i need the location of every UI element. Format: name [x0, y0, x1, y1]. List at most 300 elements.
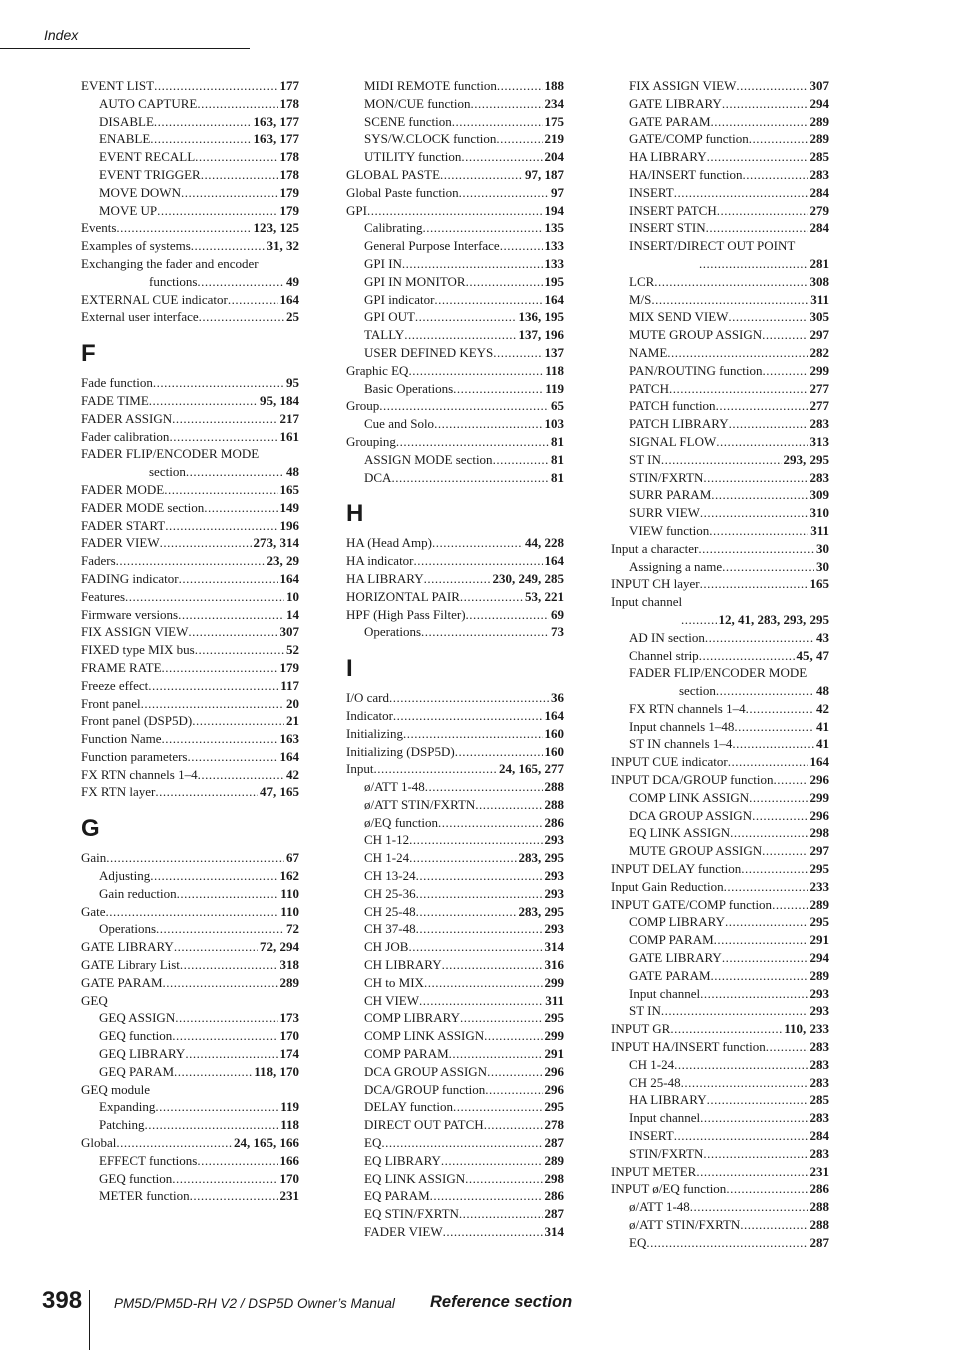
page-refs: 48	[286, 464, 299, 480]
page-refs: 278	[544, 1117, 564, 1133]
index-entry	[346, 237, 564, 255]
index-term: FADER MODE	[81, 481, 165, 497]
leader-dots	[198, 766, 284, 784]
index-entry	[346, 1045, 564, 1063]
index-term: MOVE UP	[99, 202, 158, 218]
index-entry	[81, 1098, 299, 1116]
index-entry	[611, 860, 829, 878]
index-term: Function parameters	[81, 748, 188, 764]
leader-dots	[774, 771, 808, 789]
index-term: CH 13-24	[364, 868, 416, 884]
leader-dots	[197, 1152, 277, 1170]
index-term: Firmware versions	[81, 606, 179, 622]
leader-dots	[414, 552, 543, 570]
page-refs: 164	[279, 291, 299, 307]
index-entry	[346, 344, 564, 362]
page-refs: 285	[809, 1092, 829, 1108]
leader-dots	[174, 1063, 252, 1081]
index-entry	[81, 184, 299, 202]
index-term: Initializing (DSP5D)	[346, 743, 455, 759]
leader-dots	[402, 255, 543, 273]
page-refs: 314	[544, 939, 564, 955]
index-term: GPI IN	[364, 255, 402, 271]
leader-dots	[661, 451, 782, 469]
index-entry	[346, 397, 564, 415]
leader-dots	[740, 1216, 807, 1234]
page-refs: 160	[544, 743, 564, 759]
page-refs: 49	[286, 273, 299, 289]
index-term: INPUT GATE/COMP function	[611, 896, 773, 912]
index-entry	[81, 920, 299, 938]
index-term: EQ	[364, 1135, 382, 1151]
leader-dots	[154, 77, 277, 95]
section-title: Reference section	[430, 1293, 573, 1311]
page-refs: 310	[809, 505, 829, 521]
leader-dots	[169, 428, 277, 446]
page-refs: 296	[544, 1063, 564, 1079]
index-term: GATE LIBRARY	[81, 939, 174, 955]
index-entry	[346, 956, 564, 974]
page-refs: 288	[544, 796, 564, 812]
index-term: Patching	[99, 1117, 145, 1133]
leader-dots	[172, 1027, 277, 1045]
index-entry	[346, 113, 564, 131]
index-term: GPI IN MONITOR	[364, 273, 466, 289]
page-refs: 314	[544, 1224, 564, 1240]
index-entry	[346, 885, 564, 903]
index-entry	[611, 1234, 829, 1252]
leader-dots	[674, 1056, 807, 1074]
page-refs: 48	[816, 683, 829, 699]
page-refs: 110	[280, 885, 299, 901]
page-refs: 160	[544, 725, 564, 741]
index-entry	[611, 1002, 829, 1020]
index-term: EQ LINK ASSIGN	[364, 1170, 466, 1186]
page-refs: 230, 249, 285	[492, 570, 564, 586]
index-entry	[346, 362, 564, 380]
leader-dots	[391, 469, 549, 487]
leader-dots	[661, 1002, 808, 1020]
index-term: PATCH	[629, 380, 669, 396]
index-entry-continuation	[81, 463, 299, 481]
page-refs: 73	[551, 624, 564, 640]
page-refs: 293	[544, 921, 564, 937]
index-term: Assigning a name	[629, 558, 723, 574]
page-refs: 294	[809, 950, 829, 966]
index-entry	[81, 766, 299, 784]
index-term: FADE TIME	[81, 392, 149, 408]
leader-dots	[195, 641, 284, 659]
index-term: Events	[81, 220, 117, 236]
index-entry	[346, 184, 564, 202]
page-refs: 44, 228	[525, 535, 564, 551]
leader-dots	[485, 1081, 542, 1099]
index-term: Graphic EQ	[346, 362, 409, 378]
index-entry	[346, 255, 564, 273]
leader-dots	[762, 842, 807, 860]
leader-dots	[379, 397, 549, 415]
leader-dots	[696, 1163, 807, 1181]
page-refs: 299	[809, 362, 829, 378]
leader-dots	[703, 469, 807, 487]
leader-dots	[155, 1098, 278, 1116]
index-term: CH 25-36	[364, 885, 416, 901]
leader-dots	[651, 291, 808, 309]
index-term: DCA GROUP ASSIGN	[629, 807, 753, 823]
leader-dots	[145, 1116, 279, 1134]
leader-dots	[716, 682, 814, 700]
index-entry	[81, 1027, 299, 1045]
leader-dots	[165, 517, 277, 535]
leader-dots	[722, 558, 814, 576]
leader-dots	[197, 95, 277, 113]
page-refs: 24, 165, 166	[234, 1135, 299, 1151]
index-entry	[346, 814, 564, 832]
index-entry	[611, 433, 829, 451]
leader-dots	[403, 725, 542, 743]
leader-dots	[711, 486, 807, 504]
leader-dots	[440, 166, 523, 184]
index-entry	[81, 606, 299, 624]
index-term: External user interface	[81, 309, 199, 325]
leader-dots	[421, 623, 549, 641]
index-term: DCA	[364, 469, 392, 485]
index-entry	[611, 202, 829, 220]
page-refs: 43	[816, 629, 829, 645]
index-term: FIX ASSIGN VIEW	[81, 624, 189, 640]
index-column-3	[611, 77, 829, 1252]
index-term: FADING indicator	[81, 570, 179, 586]
leader-dots	[461, 148, 542, 166]
index-term: Faders	[81, 553, 116, 569]
leader-dots	[466, 273, 543, 291]
index-term: EQ	[629, 1234, 647, 1250]
leader-dots	[722, 949, 808, 967]
index-entry	[81, 113, 299, 131]
index-entry	[346, 130, 564, 148]
index-entry	[81, 885, 299, 903]
page-refs: 119	[280, 1099, 299, 1115]
index-term: INPUT METER	[611, 1163, 697, 1179]
leader-dots	[700, 1109, 807, 1127]
page-refs: 110, 233	[784, 1021, 829, 1037]
page-refs: 188	[544, 78, 564, 93]
leader-dots	[163, 974, 278, 992]
index-term: GEQ LIBRARY	[99, 1046, 186, 1062]
index-entry	[611, 344, 829, 362]
leader-dots	[367, 202, 543, 220]
index-term: Input channel	[629, 985, 701, 1001]
page-refs: 277	[809, 398, 829, 414]
index-term: CH 37-48	[364, 921, 416, 937]
index-entry	[81, 166, 299, 184]
index-entry	[81, 712, 299, 730]
index-term: NAME	[629, 344, 668, 360]
page-refs: 47, 165	[260, 784, 299, 800]
page-refs: 170	[279, 1028, 299, 1044]
leader-dots	[409, 849, 516, 867]
index-entry	[611, 148, 829, 166]
index-letter-heading: H	[346, 500, 364, 528]
leader-dots	[460, 588, 523, 606]
index-entry	[611, 540, 829, 558]
index-entry	[611, 1038, 829, 1056]
leader-dots	[700, 985, 807, 1003]
index-term: INSERT/DIRECT OUT POINT	[629, 238, 796, 254]
leader-dots	[681, 1074, 808, 1092]
index-term: SURR VIEW	[629, 505, 700, 521]
page-refs: 10	[286, 588, 299, 604]
index-term: CH VIEW	[364, 992, 420, 1008]
index-entry	[81, 202, 299, 220]
index-term: PAN/ROUTING function	[629, 362, 763, 378]
index-term: Cue and Solo	[364, 416, 435, 432]
leader-dots	[646, 1234, 807, 1252]
index-entry	[81, 938, 299, 956]
leader-dots	[716, 433, 807, 451]
page-refs: 295	[809, 914, 829, 930]
index-column-1	[81, 77, 299, 1205]
index-term: EQ STIN/FXRTN	[364, 1206, 459, 1222]
leader-dots	[749, 130, 808, 148]
index-entry	[346, 1187, 564, 1205]
page-refs: 283	[809, 416, 829, 432]
index-entry	[81, 428, 299, 446]
index-entry	[81, 517, 299, 535]
index-entry	[611, 273, 829, 291]
page-refs: 283, 295	[518, 903, 564, 919]
leader-dots	[162, 730, 278, 748]
index-term: CH to MIX	[364, 974, 424, 990]
page-refs: 164	[544, 553, 564, 569]
index-entry	[81, 1045, 299, 1063]
index-entry	[346, 707, 564, 725]
leader-dots	[762, 326, 807, 344]
leader-dots	[475, 796, 542, 814]
index-entry	[611, 789, 829, 807]
page-refs: 166	[279, 1152, 299, 1168]
index-term: ø/ATT STIN/FXRTN	[629, 1217, 741, 1232]
page-refs: 179	[279, 184, 299, 200]
index-term: SIGNAL FLOW	[629, 433, 717, 449]
page-refs: 179	[279, 202, 299, 218]
index-entry	[81, 956, 299, 974]
index-term: DCA GROUP ASSIGN	[364, 1063, 488, 1079]
page-refs: 103	[544, 416, 564, 432]
leader-dots	[393, 707, 543, 725]
page-refs: 135	[544, 220, 564, 236]
index-term: INSERT STIN	[629, 220, 706, 236]
index-term: COMP LINK ASSIGN	[629, 789, 750, 805]
index-term: GATE PARAM	[629, 113, 711, 129]
index-entry	[81, 570, 299, 588]
index-term: MIX SEND VIEW	[629, 309, 729, 325]
index-term: GATE PARAM	[629, 967, 711, 983]
index-term: Group	[346, 398, 380, 414]
index-entry	[81, 1009, 299, 1027]
page-refs: 164	[279, 748, 299, 764]
index-term: FX RTN channels 1–4	[629, 700, 746, 716]
index-entry	[81, 588, 299, 606]
index-term: HORIZONTAL PAIR	[346, 588, 460, 604]
index-entry	[611, 1020, 829, 1038]
leader-dots	[116, 219, 251, 237]
leader-dots	[186, 463, 284, 481]
index-term: CH LIBRARY	[364, 957, 442, 973]
leader-dots	[705, 629, 814, 647]
index-entry	[81, 1063, 299, 1081]
page-refs: 299	[809, 789, 829, 805]
page-refs: 291	[544, 1046, 564, 1062]
page-refs: 277	[809, 380, 829, 396]
page-refs: 41	[816, 718, 829, 734]
leader-dots	[155, 783, 258, 801]
index-term: Initializing	[346, 725, 404, 741]
index-entry	[81, 255, 299, 273]
index-term: FRAME RATE	[81, 659, 162, 675]
leader-dots	[424, 570, 491, 588]
index-entry	[346, 380, 564, 398]
leader-dots	[484, 1116, 543, 1134]
index-term: HA LIBRARY	[629, 1092, 707, 1108]
page-refs: 119	[545, 380, 564, 396]
leader-dots	[466, 606, 549, 624]
leader-dots	[736, 77, 807, 95]
index-entry	[611, 753, 829, 771]
page-refs: 163, 177	[253, 113, 299, 129]
index-term: METER function	[99, 1188, 190, 1204]
index-entry	[346, 974, 564, 992]
index-term: Global	[81, 1135, 117, 1151]
page-refs: 307	[279, 624, 299, 640]
index-entry	[81, 308, 299, 326]
index-term: COMP PARAM	[364, 1046, 449, 1062]
index-entry	[611, 735, 829, 753]
index-entry	[346, 552, 564, 570]
index-term: Channel strip	[629, 647, 699, 663]
index-entry	[346, 433, 564, 451]
index-entry	[611, 184, 829, 202]
page-refs: 52	[286, 642, 299, 658]
leader-dots	[141, 695, 284, 713]
index-term: COMP LIBRARY	[364, 1010, 460, 1026]
page-refs: 164	[544, 291, 564, 307]
leader-dots	[148, 677, 278, 695]
leader-dots	[116, 552, 265, 570]
page-refs: 293	[544, 885, 564, 901]
index-entry	[346, 534, 564, 552]
page-refs: 118	[280, 1117, 299, 1133]
page-refs: 293, 295	[783, 451, 829, 467]
index-entry	[611, 718, 829, 736]
leader-dots	[434, 291, 542, 309]
index-entry	[346, 920, 564, 938]
index-term: INPUT DELAY function	[611, 861, 742, 877]
page-refs: 282	[809, 344, 829, 360]
index-entry	[346, 1223, 564, 1241]
leader-dots	[728, 753, 808, 771]
index-term: ø/ATT 1-48	[364, 779, 425, 795]
index-term: MUTE GROUP ASSIGN	[629, 843, 763, 859]
page-refs: 118, 170	[254, 1063, 299, 1079]
index-term: Input channels 1–48	[629, 718, 735, 734]
index-entry	[346, 903, 564, 921]
leader-dots	[434, 415, 542, 433]
page-refs: 289	[279, 974, 299, 990]
index-entry	[611, 1216, 829, 1234]
leader-dots	[178, 606, 284, 624]
index-term: ST IN	[629, 1003, 661, 1019]
footer-rule	[89, 1290, 90, 1350]
index-term: INSERT PATCH	[629, 202, 717, 218]
leader-dots	[716, 397, 808, 415]
index-entry	[611, 362, 829, 380]
leader-dots	[752, 807, 807, 825]
index-entry	[81, 783, 299, 801]
index-term: GLOBAL PASTE	[346, 166, 441, 182]
leader-dots	[188, 623, 277, 641]
index-letter-heading: F	[81, 340, 96, 368]
leader-dots	[772, 896, 807, 914]
page-refs: 65	[551, 398, 564, 414]
page-refs: 161	[279, 428, 299, 444]
leader-dots	[453, 1098, 543, 1116]
page-refs: 288	[544, 779, 564, 795]
page-refs: 133	[544, 238, 564, 254]
index-term: Operations	[99, 921, 157, 937]
leader-dots	[423, 219, 543, 237]
leader-dots	[746, 700, 814, 718]
index-entry	[346, 831, 564, 849]
index-entry	[611, 931, 829, 949]
leader-dots	[181, 184, 278, 202]
index-entry	[346, 778, 564, 796]
index-term: SYS/W.CLOCK function	[364, 131, 497, 147]
page-refs: 296	[809, 807, 829, 823]
index-entry	[81, 1187, 299, 1205]
index-term: GEQ function	[99, 1028, 173, 1044]
index-entry-continuation	[611, 611, 829, 629]
index-entry	[81, 410, 299, 428]
index-term: STIN/FXRTN	[629, 1145, 704, 1161]
page-refs: 233	[809, 878, 829, 894]
index-entry	[611, 824, 829, 842]
index-term: Freeze effect	[81, 677, 149, 693]
leader-dots	[389, 689, 549, 707]
index-entry	[81, 748, 299, 766]
index-entry	[346, 1063, 564, 1081]
index-entry	[346, 1081, 564, 1099]
page-refs: 163, 177	[253, 131, 299, 147]
leader-dots	[149, 392, 258, 410]
page-refs: 118	[545, 362, 564, 378]
leader-dots	[732, 735, 814, 753]
leader-dots	[157, 202, 277, 220]
index-entry	[346, 273, 564, 291]
leader-dots	[430, 1187, 543, 1205]
index-term: FX RTN channels 1–4	[81, 766, 198, 782]
index-entry	[611, 896, 829, 914]
index-term: ENABLE	[99, 131, 151, 147]
leader-dots	[487, 1063, 542, 1081]
index-column-2	[346, 77, 564, 1241]
index-entry	[346, 219, 564, 237]
leader-dots	[443, 1223, 543, 1241]
index-term: MIDI REMOTE function	[364, 78, 497, 93]
page-refs: 305	[809, 309, 829, 325]
page-refs: 295	[809, 861, 829, 877]
index-entry	[346, 938, 564, 956]
